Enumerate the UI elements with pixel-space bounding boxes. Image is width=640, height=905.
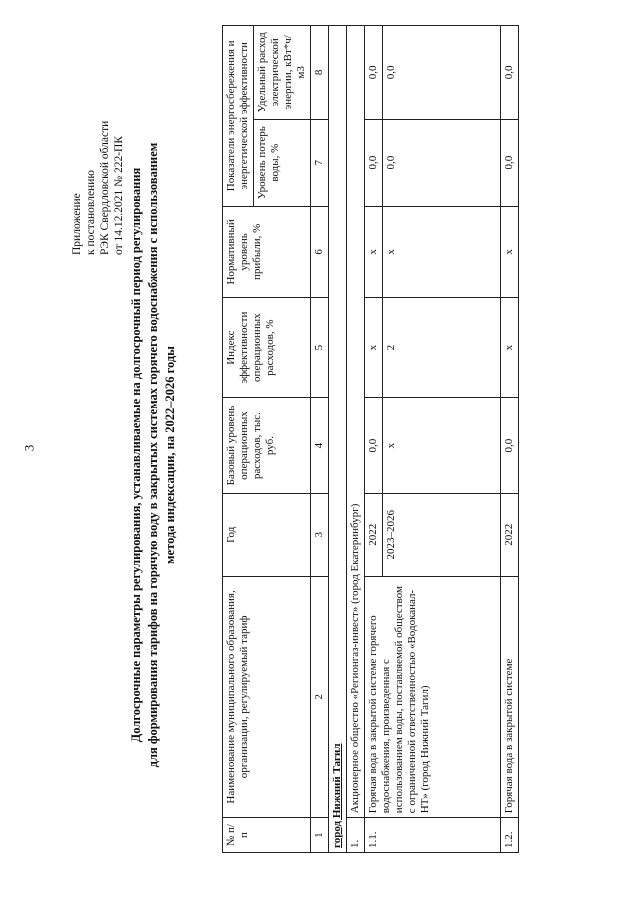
table-row: [501, 26, 519, 853]
row-efficiency-index: 2: [383, 298, 501, 398]
section-title: город Нижний Тагил: [329, 26, 347, 853]
col-number: 1: [311, 818, 329, 853]
row-base-level: х: [383, 398, 501, 494]
col-number: 2: [311, 576, 329, 818]
title-line-2: для формирования тарифов на горячую воду в закрытых системах горячего водоснабжения с использованием: [146, 142, 160, 768]
row-efficiency-index: х: [365, 298, 383, 398]
col-number: 4: [311, 398, 329, 494]
header-row: [223, 26, 254, 853]
title-line-1: Долгосрочные параметры регулирования, устанавливаемые на долгосрочный период регулирования: [129, 167, 143, 743]
appendix-line-2: к постановлению: [85, 170, 97, 255]
header-loss-level: Уровень потерь воды, %: [254, 119, 311, 206]
appendix-line-3: РЭК Свердловской области: [99, 120, 111, 255]
row-name: Горячая вода в закрытой системе: [501, 576, 519, 818]
header-name: Наименование муниципального образования, организации, регулируемый тариф: [223, 576, 311, 818]
row-loss-level: 0,0: [365, 119, 383, 206]
appendix-block: [70, 121, 126, 255]
row-specific-consumption: 0,0: [365, 26, 383, 120]
row-efficiency-index: х: [501, 298, 519, 398]
appendix-line-1: Приложение: [71, 193, 83, 255]
col-number: 8: [311, 26, 329, 120]
col-number: 7: [311, 119, 329, 206]
row-num: 1.1.: [365, 818, 501, 853]
col-number: 3: [311, 493, 329, 576]
header-base-level: Базовый уровень операционных расходов, тыс. руб.: [223, 398, 311, 494]
row-loss-level: 0,0: [501, 119, 519, 206]
row-name: Горячая вода в закрытой системе горячего водоснабжения, произведенная с использованием воды, поставляемой обществом с ограниченной ответственностью «Водоканал-НТ» (город Нижний Тагил): [365, 576, 501, 818]
header-specific-consumption: Удельный расход электрической энергии, кВт*ч/м3: [254, 26, 311, 120]
row-specific-consumption: 0,0: [501, 26, 519, 120]
appendix-line-4: от 14.12.2021 № 222-ПК: [113, 135, 125, 255]
row-base-level: 0,0: [501, 398, 519, 494]
col-number: 6: [311, 206, 329, 297]
row-num: 1.2.: [501, 818, 519, 853]
page-number: 3: [21, 444, 37, 452]
title-line-3: метода индексации, на 2022–2026 годы: [163, 346, 177, 564]
row-base-level: 0,0: [365, 398, 383, 494]
row-profit-level: х: [501, 206, 519, 297]
header-profit-level: Нормативный уровень прибыли, %: [223, 206, 311, 297]
row-year: 2023–2026: [383, 493, 501, 576]
col-number: 5: [311, 298, 329, 398]
row-year: 2022: [365, 493, 383, 576]
header-efficiency-index: Индекс эффективности операционных расходов, %: [223, 298, 311, 398]
row-loss-level: 0,0: [383, 119, 501, 206]
org-row: [347, 26, 365, 853]
column-numbers-row: [311, 26, 329, 853]
table-row: [365, 26, 383, 853]
org-name: Акционерное общество «Регионгаз-инвест» (город Екатеринбург): [347, 26, 365, 818]
row-profit-level: х: [383, 206, 501, 297]
header-year: Год: [223, 493, 311, 576]
org-num: 1.: [347, 818, 365, 853]
parameters-table: [222, 25, 519, 853]
row-profit-level: х: [365, 206, 383, 297]
header-energy-group: Показатели энергосбережения и энергетической эффективности: [223, 26, 254, 207]
row-specific-consumption: 0,0: [383, 26, 501, 120]
row-year: 2022: [501, 493, 519, 576]
header-num: № п/п: [223, 818, 311, 853]
section-row: [329, 26, 347, 853]
document-title: [128, 65, 179, 845]
